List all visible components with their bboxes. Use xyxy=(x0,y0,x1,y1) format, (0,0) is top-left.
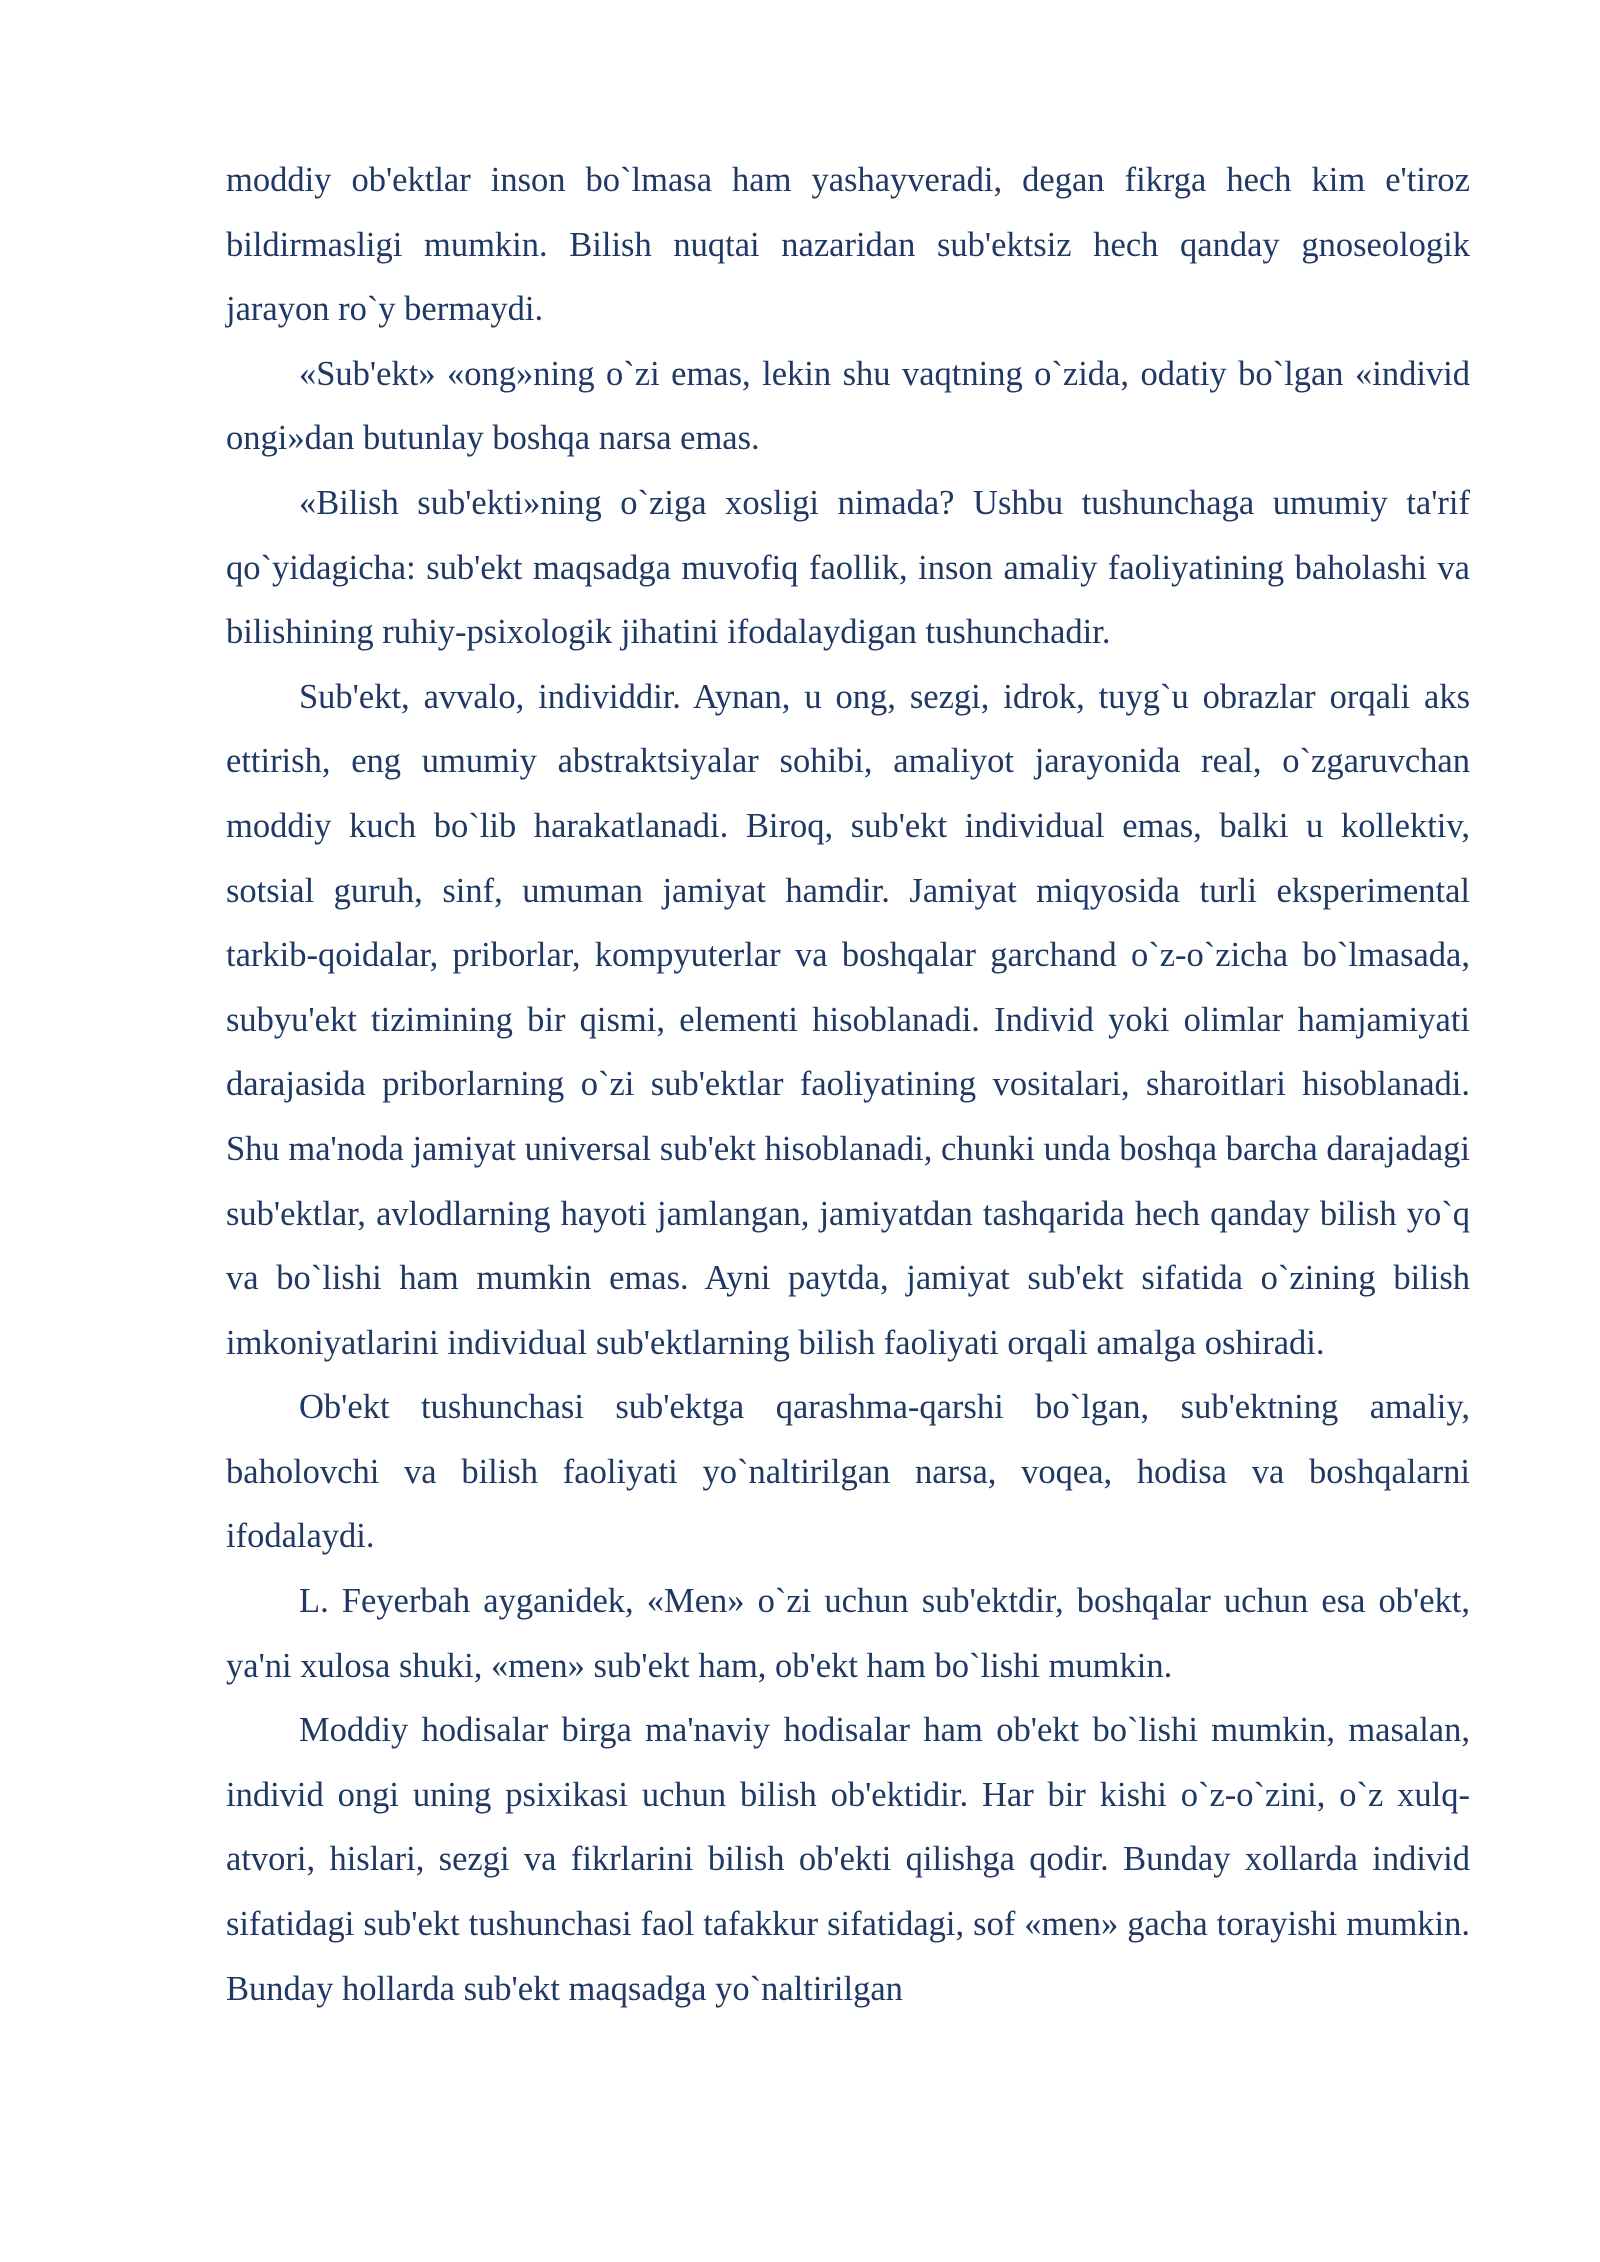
paragraph-3: «Bilish sub'ekti»ning o`ziga xosligi nimada? Ushbu tushunchaga umumiy ta'rif qo`yidagicha: sub'ekt maqsadga muvofiq faollik, inson amaliy faoliyatining baholashi va bilishining ruhiy-psixologik jihatini ifodalaydigan tushunchadir. xyxy=(226,483,1470,652)
paragraph-7: Moddiy hodisalar birga ma'naviy hodisalar ham ob'ekt bo`lishi mumkin, masalan, individ ongi uning psixikasi uchun bilish ob'ektidir. Har bir kishi o`z-o`zini, o`z xulq-atvori, hislari, sezgi va fikrlarini bilish ob'ekti qilishga qodir. Bunday xollarda individ sifatidagi sub'ekt tushunchasi faol tafakkur sifatidagi, sof «men» gacha torayishi mumkin. Bunday hollarda sub'ekt maqsadga yo`naltirilgan xyxy=(226,1711,1470,2008)
paragraph-6: L. Feyerbah ayganidek, «Men» o`zi uchun sub'ektdir, boshqalar uchun esa ob'ekt, ya'ni xulosa shuki, «men» sub'ekt ham, ob'ekt ham bo`lishi mumkin. xyxy=(226,1582,1470,1685)
paragraph-2: «Sub'ekt» «ong»ning o`zi emas, lekin shu vaqtning o`zida, odatiy bo`lgan «individ ongi»dan butunlay boshqa narsa emas. xyxy=(226,354,1470,458)
paragraph-1: moddiy ob'ektlar inson bo`lmasa ham yashayveradi, degan fikrga hech kim e'tiroz bildirmasligi mumkin. Bilish nuqtai nazaridan sub'ektsiz hech qanday gnoseologik jarayon ro`y bermaydi. xyxy=(226,161,1470,329)
document-body xyxy=(226,148,1470,2021)
paragraph-5: Ob'ekt tushunchasi sub'ektga qarashma-qarshi bo`lgan, sub'ektning amaliy, baholovchi va bilish faoliyati yo`naltirilgan narsa, voqea, hodisa va boshqalarni ifodalaydi. xyxy=(226,1388,1470,1556)
paragraph-4: Sub'ekt, avvalo, individdir. Aynan, u ong, sezgi, idrok, tuyg`u obrazlar orqali aks ettirish, eng umumiy abstraktsiyalar sohibi, amaliyot jarayonida real, o`zgaruvchan moddiy kuch bo`lib harakatlanadi. Biroq, sub'ekt individual emas, balki u kollektiv, sotsial guruh, sinf, umuman jamiyat hamdir. Jamiyat miqyosida turli eksperimental tarkib-qoidalar, priborlar, kompyuterlar va boshqalar garchand o`z-o`zicha bo`lmasada, subyu'ekt tizimining bir qismi, elementi hisoblanadi. Individ yoki olimlar hamjamiyati darajasida priborlarning o`zi sub'ektlar faoliyatining vositalari, sharoitlari hisoblanadi. Shu ma'noda jamiyat universal sub'ekt hisoblanadi, chunki unda boshqa barcha darajadagi sub'ektlar, avlodlarning hayoti jamlangan, jamiyatdan tashqarida hech qanday bilish yo`q va bo`lishi ham mumkin emas. Ayni paytda, jamiyat sub'ekt sifatida o`zining bilish imkoniyatlarini individual sub'ektlarning bilish faoliyati orqali amalga oshiradi. xyxy=(226,677,1470,1362)
